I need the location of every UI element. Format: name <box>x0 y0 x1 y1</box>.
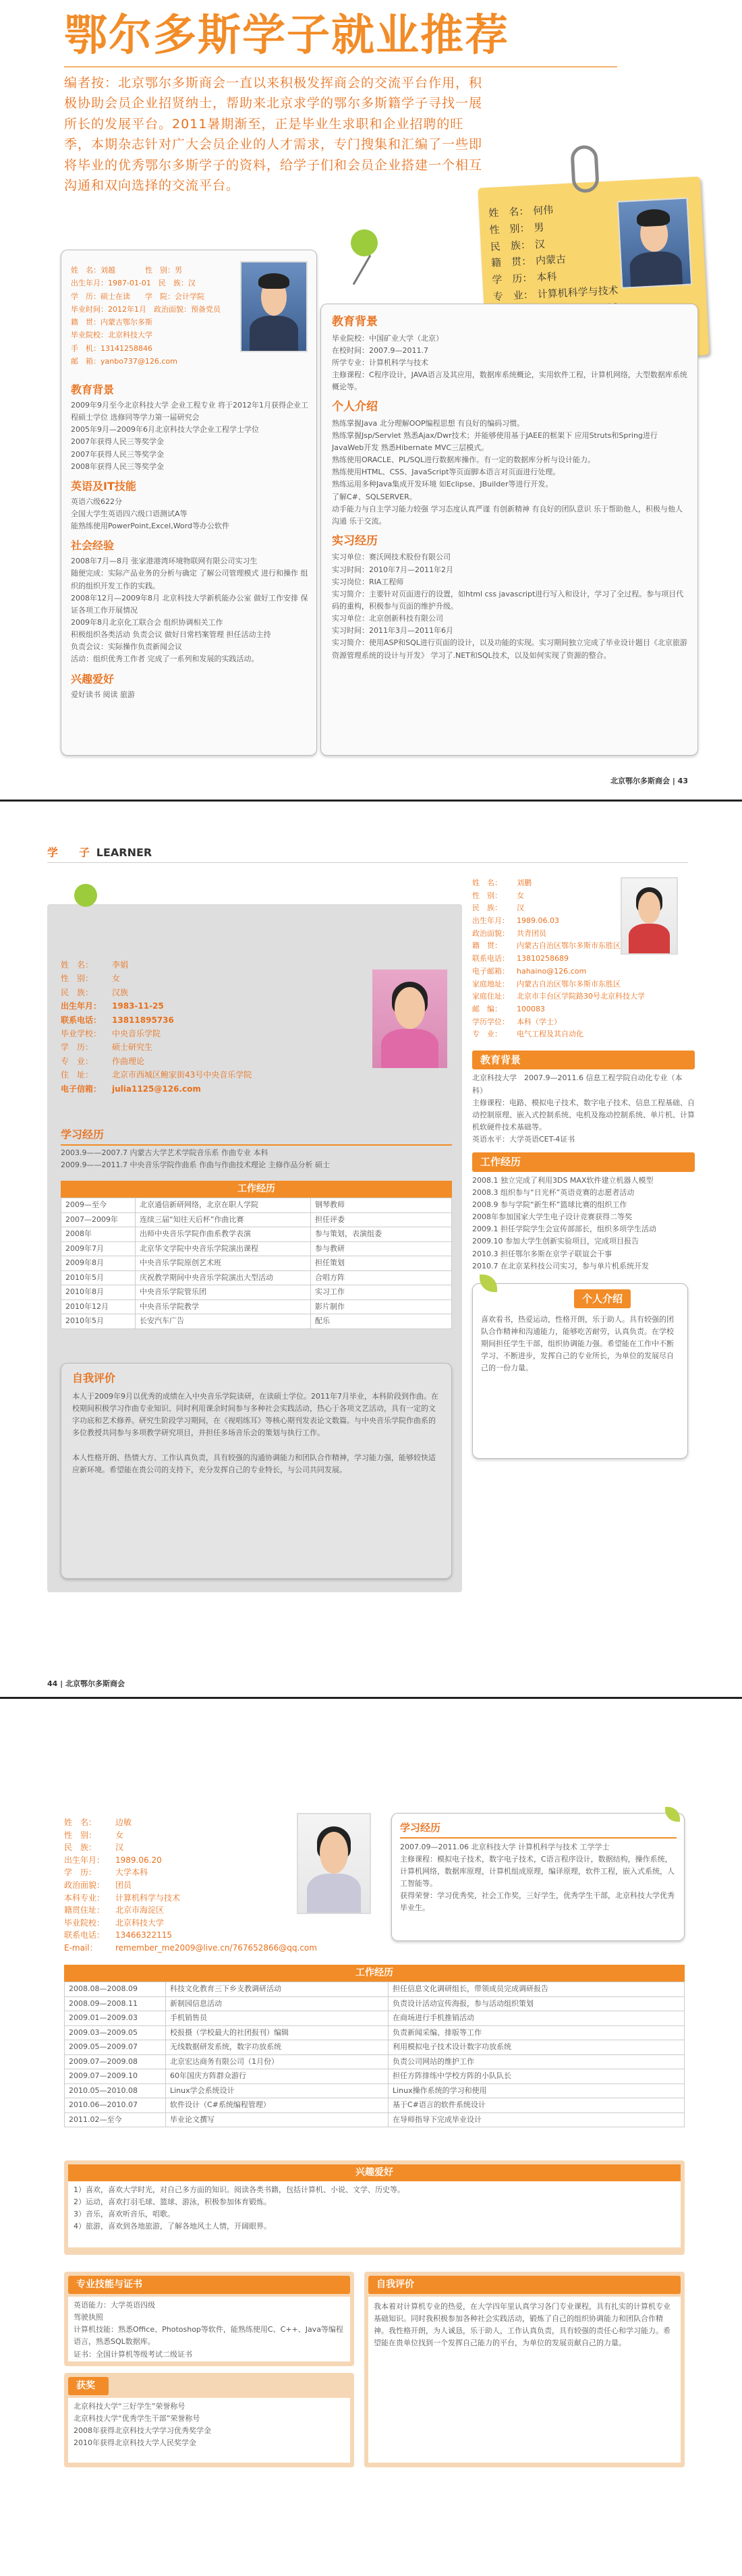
avatar-photo <box>240 261 308 352</box>
section-body: 实习单位：赛沃网技术股份有限公司 实习时间：2010年7月—2011年2月 实习岗位：RIA工程师 实习简介：主要针对页面进行的设置，如html css javascript进行写入和设计，学习了全过程。参与项目代码的重构，积极参与页面的维护升级。 实习单位：北京创新科技有限公司 实习时间：2011年3月—2011年6月 实习简介：使用ASP和SQL进行页面的设计，以及功能的实现。实习期间独立完成了毕业设计题目《北京旅游资源管理系统的设计与开发》 学习了.NET和SQL技术，以及如何实现了资源的整合。 <box>332 553 687 660</box>
table-cell: 2008.09—2008.11 <box>65 1996 166 2011</box>
resume-card-right <box>320 304 698 756</box>
pin-icon <box>74 884 97 907</box>
table-cell: 2009.07—2009.10 <box>65 2069 166 2084</box>
avatar-photo <box>617 198 693 289</box>
table-row <box>65 2025 685 2040</box>
editor-intro: 编者按：北京鄂尔多斯商会一直以来积极发挥商会的交流平台作用，积极协助会员企业招贤纳士，帮助来北京求学的鄂尔多斯籍学子寻找一展所长的发展平台。2011暑期渐至，正是毕业生求职和企业招聘的旺季，本期杂志针对广大会员企业的人才需求，专门搜集和汇编了一些即将毕业的优秀鄂尔多斯学子的资料，给学子们和会员企业搭建一个相互沟通和双向选择的交流平台。 <box>64 76 483 193</box>
table-cell: Linux学会系统设计 <box>166 2083 389 2098</box>
table-cell: 在导师指导下完成毕业设计 <box>389 2112 685 2127</box>
section-heading: 自我评价 <box>368 2276 681 2294</box>
table-cell: 影片制作 <box>311 1299 452 1314</box>
table-row <box>61 1256 452 1271</box>
section-heading: 获奖 <box>68 2377 109 2395</box>
table-row <box>65 2112 685 2127</box>
section-body: 2007.09—2011.06 北京科技大学 计算机科学与技术 工学学士 主修课程：模拟电子技术，数字电子技术，C语言程序设计，数据结构，操作系统，计算机网络，数据库原理，计算机组成原理，编译原理，软件工程，嵌入式系统，人工智能等。 获得荣誉：学习优秀奖，社会工作奖，三好学生，优秀学生干部，北京科技大学优秀毕业生。 <box>400 1842 675 1913</box>
table-row <box>65 2011 685 2026</box>
section-heading: 专业技能与证书 <box>68 2276 350 2294</box>
section-heading: 学习经历 <box>400 1820 677 1839</box>
table-cell: 软件设计（C#系统编程管理） <box>166 2098 389 2113</box>
table-cell: 2009年8月 <box>61 1256 136 1271</box>
table-row <box>65 2054 685 2069</box>
table-cell: 2010年5月 <box>61 1314 136 1329</box>
table-cell: 参与策划，表演组委 <box>311 1227 452 1242</box>
table-cell: 担任方阵排练中学校方阵的小队队长 <box>389 2069 685 2084</box>
table-cell: 北京宏达商务有限公司（1月份） <box>166 2054 389 2069</box>
section-heading: 社会经验 <box>71 539 115 553</box>
table-cell: 合唱方阵 <box>311 1270 452 1285</box>
tag-row: 籍 贯： 内蒙古 <box>490 253 567 270</box>
table-cell: 配乐 <box>311 1314 452 1329</box>
award-box <box>64 2373 354 2467</box>
tag-row: 专 业： 计算机科学与技术 <box>492 283 619 303</box>
table-row <box>61 1270 452 1285</box>
resume-panel-left <box>47 904 462 1592</box>
table-row <box>61 1212 452 1227</box>
section-heading: 兴趣爱好 <box>68 2164 681 2181</box>
resume-column-right <box>472 877 695 1459</box>
leaf-icon <box>665 1807 680 1822</box>
section-body: 英语六级622分 全国大学生英语四六级口语测试A等 能熟练使用PowerPoint,Excel,Word等办公软件 <box>71 497 229 531</box>
self-eval-text: 本人于2009年9月以优秀的成绩在入中央音乐学院读研，在读硕士学位。2011年7月毕业，本科阶段到作曲。在校期间积极学习作曲专业知识、同时利用课余时间参与多种社会实践活动，热心于各项文艺活动，具有一定的文字功底和艺术修养。研究生阶段学习期间，在《视唱练耳》等核心期刊发表论文数篇。与中央音乐学院作曲系的多位教授共同参与多项教学研究项目，并担任多场音乐会的策划与执行工作。 本人性格开朗、热情大方、工作认真负责，具有较强的沟通协调能力和团队合作精神，学习能力强，能够较快适应新环境。希望能在贵公司的支持下，充分发挥自己的专业特长，与公司共同发展。 <box>72 1392 438 1474</box>
section-heading: 教育背景 <box>472 1051 695 1070</box>
table-cell: 2008年 <box>61 1227 136 1242</box>
page-44 <box>0 803 742 1700</box>
section-body: 喜欢看书，热爱运动，性格开朗，乐于助人。具有较强的团队合作精神和沟通能力，能够吃苦耐劳，认真负责。在学校期间担任学生干部，组织协调能力强。希望能在工作中不断学习、不断进步，发挥自己的专业所长，为单位的发展尽自己的一份力量。 <box>481 1314 674 1373</box>
table-cell: 2010年12月 <box>61 1299 136 1314</box>
table-cell: 新制园信息活动 <box>166 1996 389 2011</box>
clip-icon <box>570 144 600 193</box>
page-title: 鄂尔多斯学子就业推荐 <box>64 11 509 61</box>
table-cell: 手机销售员 <box>166 2011 389 2026</box>
pin-needle-icon <box>353 255 372 285</box>
page-footer: 北京鄂尔多斯商会 | 43 <box>610 777 688 785</box>
work-rows <box>61 1198 452 1329</box>
section-heading: 个人介绍 <box>332 400 378 414</box>
section-heading: 实习经历 <box>332 534 378 548</box>
section-body: 2008年7月—8月 张家港港湾环境物联网有限公司实习生 随便完成：实际产品业务的分析与确定 了解公司管理模式 进行和操作 组织的组织开发工作的实践。 2008年12月—2009年8月 北京科技大学新机能办公室 做好工作安排 保证各项工作开展情况 2009年8月北京化工联合会 组织协调相关工作 积极组织各类活动 负责会议 做好日常档案管理 担任活动主持 负责会议：实际操作负责新闻会议 活动：组织优秀工作者 完成了一系列和发展的实践活动。 <box>71 557 308 664</box>
section-body: 爱好读书 阅读 旅游 <box>71 690 135 699</box>
section-heading: 教育背景 <box>71 383 115 396</box>
section-body: 2008.1 独立完成了利用3DS MAX软件建立机器人模型 2008.3 组织参与“日光杯”英语竞赛的志愿者活动 2008.9 参与学院“新生杯”篮球比赛的组织工作 2008年参加国家大学生电子设计竞赛获得二等奖 2009.1 担任学院学生会宣传部部长，组织多项学生活动 2009.10 参加大学生创新实验项目，完成项目报告 2010.3 担任鄂尔多斯在京学子联谊会干事 2010.7 在北京某科技公司实习，参与单片机系统开发 <box>472 1175 656 1270</box>
table-title: 工作经历 <box>61 1181 452 1198</box>
table-cell: 利用模拟电子技术设计数字功放系统 <box>389 2040 685 2055</box>
table-cell: 无线数据研发系统，数字功放系统 <box>166 2040 389 2055</box>
table-row <box>65 1982 685 1997</box>
avatar-photo <box>621 877 678 955</box>
table-cell: 科技文化教育三下乡支教调研活动 <box>166 1982 389 1997</box>
table-cell: 负责公司网站的维护工作 <box>389 2054 685 2069</box>
table-cell: 长安汽车广告 <box>136 1314 311 1329</box>
table-row <box>61 1299 452 1314</box>
section-heading: 工作经历 <box>472 1152 695 1172</box>
section-body: 熟练掌握Java 北分理解OOP编程思想 有良好的编码习惯。 熟练掌握Jsp/Servlet 熟悉Ajax/Dwr技术；并能够使用基于JAEE的框架下 应用Struts和Spring进行JavaWeb开发 熟悉Hibernate MVC三层模式。 熟练使用ORACLE、PL/SQL进行数据库操作。有一定的数据库分析与设计能力。 熟练使用HTML、CSS、JavaScript等页面脚本语言对页面进行处理。 熟练运用多种Java集成开发环境 如Eclipse、JBuilder等进行开发。 了解C#、SQLSERVER。 动手能力与自主学习能力较强 学习态度认真严谨 有创新精神 有良好的团队意识 乐于帮助他人，积极与他人沟通 乐于交流。 <box>332 418 683 526</box>
table-cell: 出师中央音乐学院作曲系教学表演 <box>136 1227 311 1242</box>
hobby-box <box>64 2160 685 2255</box>
table-cell: 庆祝教学期间中央音乐学院演出大型活动 <box>136 1270 311 1285</box>
table-cell: 2008.08—2008.09 <box>65 1982 166 1997</box>
table-title: 工作经历 <box>64 1965 685 1982</box>
table-cell: 60年国庆方阵群众游行 <box>166 2069 389 2084</box>
table-cell: 2007—2009年 <box>61 1212 136 1227</box>
skill-box <box>64 2272 354 2366</box>
title-underline <box>64 66 617 67</box>
section-body: 毕业院校：中国矿业大学（北京） 在校时间：2007.9—2011.7 所学专业：计算机科学与技术 主修课程：C程序设计，JAVA语言及其应用，数据库系统概论，实用软件工程，计算机网络，大型数据库系统概论等。 <box>332 333 687 392</box>
section-header: 学 子 LEARNER <box>47 846 152 859</box>
table-cell: 2009年7月 <box>61 1241 136 1256</box>
table-cell: 2010年8月 <box>61 1285 136 1300</box>
table-cell: 2009.03—2009.05 <box>65 2025 166 2040</box>
section-body: 2009年9月至今北京科技大学 企业工程专业 将于2012年1月获得企业工程硕士学位 选修同等学力第一届研究会 2005年9月—2009年6月北京科技大学企业工程学士学位 2007年获得人民三等奖学金 2007年获得人民三等奖学金 2008年获得人民三等奖学金 <box>71 401 308 471</box>
table-cell: 担任评委 <box>311 1212 452 1227</box>
tag-row: 性 别： 男 <box>489 221 544 236</box>
table-cell: 钢琴教师 <box>311 1198 452 1213</box>
section-heading: 英语及IT技能 <box>71 479 136 493</box>
section-body: 北京科技大学“三好学生”荣誉称号 北京科技大学“优秀学生干部”荣誉称号 2008年获得北京科技大学学习优秀奖学金 2010年获得北京科技大学人民奖学金 <box>68 2398 350 2463</box>
section-body: 我本着对计算机专业的热爱，在大学四年里认真学习各门专业课程，具有扎实的计算机专业基础知识。同时我积极参加各种社会实践活动，锻炼了自己的组织协调能力和团队合作精神。我性格开朗，为人诚恳，乐于助人，工作认真负责，具有较强的责任心和学习能力。希望能在贵单位找到一个发挥自己能力的平台，为单位的发展贡献自己的力量。 <box>368 2297 681 2463</box>
left-info: 姓 名：刘越 性 别：男 出生年月：1987-01-01 民 族：汉 学 历：硕士在读 学 院：会计学院 毕业时间：2012年1月 政治面貌：预备党员 籍 贯：内蒙古鄂尔多斯 毕业院校：北京科技大学 手 机：13141258846 邮 箱：yanbo737@126.com <box>71 266 221 366</box>
page-divider <box>0 1697 742 1699</box>
table-cell: 中央音乐学院管乐团 <box>136 1285 311 1300</box>
table-cell: 担任策划 <box>311 1256 452 1271</box>
table-cell: 校报摄（学校最大的社团报刊）编辑 <box>166 2025 389 2040</box>
avatar-photo <box>371 968 449 1069</box>
table-cell: 北京华文学院中央音乐学院演出课程 <box>136 1241 311 1256</box>
table-cell: 担任信息文化调研组长，带领成员完成调研报告 <box>389 1982 685 1997</box>
section-body: 1）喜欢，喜欢大学时光，对自己多方面的知识。阅读各类书籍，包括计算机、小说、文学、历史等。 2）运动，喜欢打羽毛球、篮球、游泳，积极参加体育锻炼。 3）音乐，喜欢听音乐，唱歌。 4）旅游，喜欢到各地旅游，了解各地风土人情，开阔眼界。 <box>68 2181 681 2247</box>
table-row <box>61 1314 452 1329</box>
table-cell: 负责设计活动宣传海报，参与活动组织策划 <box>389 1996 685 2011</box>
table-cell: 2010年5月 <box>61 1270 136 1285</box>
work-rows <box>65 1982 685 2127</box>
table-row <box>61 1198 452 1213</box>
pin-icon <box>351 229 378 256</box>
page-45 <box>0 1702 742 2576</box>
table-cell: 中央音乐学院教学 <box>136 1299 311 1314</box>
table-cell: 2009—至今 <box>61 1198 136 1213</box>
info-block: 姓 名： 边敏 性 别： 女 民 族： 汉 出生年月： 1989.06.20 学 历： 大学本科 政治面貌： 团员 本科专业： 计算机科学与技术 籍贯住址： 北京市海淀区 毕业院校： 北京科技大学 联系电话： 13466322115 E-mail： remember_me2009@live.cn/767652866@qq.com <box>64 1818 317 1953</box>
right-info: 姓 名： 刘鹏 性 别： 女 民 族： 汉 出生年月： 1989.06.03 政治面貌： 共青团员 籍 贯： 内蒙古自治区鄂尔多斯市东胜区 联系电话： 13810258689 电子邮箱： hahaino@126.com 家庭地址： 内蒙古自治区鄂尔多斯市东胜区 家庭住址： 北京市丰台区学院路30号北京科技大学 邮 编： 100083 学历学位： 本科（学士） 专 业： 电气工程及其自动化 <box>472 878 645 1039</box>
section-heading: 教育背景 <box>332 315 378 329</box>
header-rule <box>47 862 688 863</box>
work-table <box>64 1965 685 2127</box>
table-cell: 实习工作 <box>311 1285 452 1300</box>
table-cell: Linux操作系统的学习和使用 <box>389 2083 685 2098</box>
table-cell: 负责新闻采编、排版等工作 <box>389 2025 685 2040</box>
section-body: 英语能力：大学英语四级 驾驶执照 计算机技能：熟悉Office、Photoshop等软件，能熟练使用C、C++、Java等编程语言，熟悉SQL数据库。 证书：全国计算机等级考试二级证书 <box>68 2297 350 2361</box>
leaf-icon <box>480 1275 497 1292</box>
page-footer: 44 | 北京鄂尔多斯商会 <box>47 1679 125 1688</box>
learn-list: 2003.9——2007.7 内蒙古大学艺术学院音乐系 作曲专业 本科 2009.9——2011.7 中央音乐学院作曲系 作曲与作曲技术理论 主修作品分析 硕士 <box>61 1148 330 1170</box>
table-row <box>65 2083 685 2098</box>
left-info: 姓 名： 李娟 性 别： 女 民 族： 汉族 出生年月： 1983-11-25 联系电话： 13811895736 毕业学校： 中央音乐学院 学 历： 硕士研究生 专 业： 作曲理论 住 址： 北京市西城区鲍家街43号中央音乐学院 电子信箱： julia1125@126.com <box>61 960 252 1094</box>
table-cell: 中央音乐学院原创艺术班 <box>136 1256 311 1271</box>
table-cell: 2009.07—2009.08 <box>65 2054 166 2069</box>
table-cell: 2010.05—2010.08 <box>65 2083 166 2098</box>
table-row <box>61 1227 452 1242</box>
eval-box <box>364 2272 685 2467</box>
table-row <box>65 2069 685 2084</box>
self-eval-card <box>61 1363 452 1579</box>
section-body: 北京科技大学 2007.9—2011.6 信息工程学院自动化专业（本科） 主修课程：电路、模拟电子技术、数字电子技术、信息工程基础、自动控制原理、嵌入式控制系统、电机及拖动控制系统、单片机、计算机软硬件技术基础等。 英语水平：大学英语CET-4证书 <box>472 1073 695 1144</box>
section-heading: 兴趣爱好 <box>71 672 115 685</box>
page-divider <box>0 800 742 802</box>
table-cell: 2009.01—2009.03 <box>65 2011 166 2026</box>
table-cell: 参与教研 <box>311 1241 452 1256</box>
section-heading: 个人介绍 <box>574 1289 631 1309</box>
table-row <box>65 2098 685 2113</box>
table-row <box>65 2040 685 2055</box>
table-cell: 基于C#语言的软件系统设计 <box>389 2098 685 2113</box>
table-cell: 2011.02—至今 <box>65 2112 166 2127</box>
avatar-photo <box>297 1813 371 1914</box>
resume-card-left <box>61 250 317 756</box>
intro-card <box>472 1283 688 1459</box>
work-table <box>61 1181 452 1329</box>
table-cell: 毕业论文撰写 <box>166 2112 389 2127</box>
table-cell: 2010.06—2010.07 <box>65 2098 166 2113</box>
tag-row: 学 历： 本科 <box>491 270 557 286</box>
table-cell: 在商场进行手机推销活动 <box>389 2011 685 2026</box>
page-43 <box>0 0 742 796</box>
section-heading: 自我评价 <box>72 1372 116 1384</box>
table-row <box>61 1241 452 1256</box>
tag-row: 姓 名： 何伟 <box>488 204 554 220</box>
table-cell: 北京通信新研网络，北京在职人学院 <box>136 1198 311 1213</box>
tag-row: 民 族： 汉 <box>490 237 546 253</box>
table-cell: 连续三届“知往天后杯”作曲比赛 <box>136 1212 311 1227</box>
learn-card <box>391 1813 685 1941</box>
section-heading: 学习经历 <box>61 1127 452 1146</box>
table-cell: 2009.05—2009.07 <box>65 2040 166 2055</box>
table-row <box>65 1996 685 2011</box>
table-row <box>61 1285 452 1300</box>
